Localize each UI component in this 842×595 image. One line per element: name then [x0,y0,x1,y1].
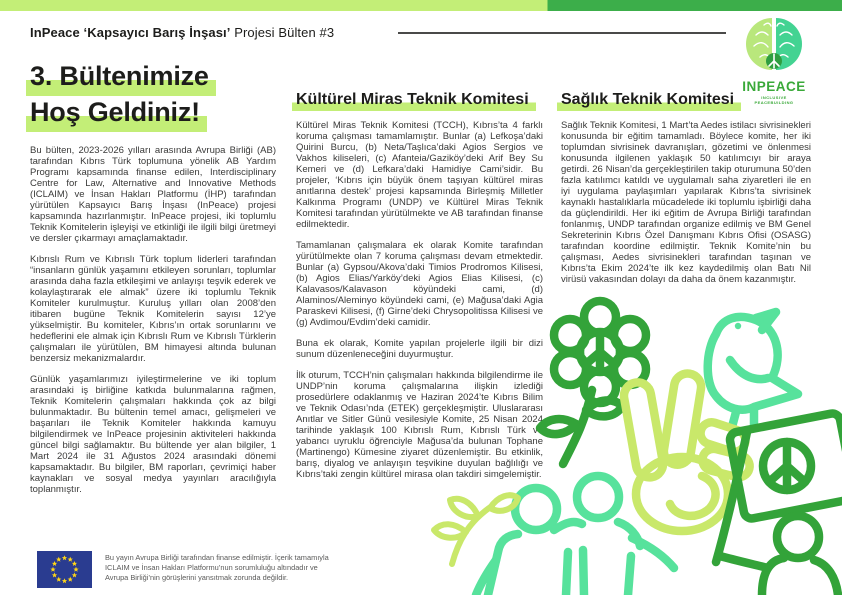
page-title [30,60,276,132]
inpeace-brain-icon [742,15,806,73]
section-paragraph: Tamamlanan çalışmalara ek olarak Komite tarafından yürütülmekte olan 7 koruma çalışması devam etmektedir. Bunlar (a) Gypsou/Akova’daki Timios Prodromos Kilisesi, (b) Agios Elias/Yarköy’deki Agios Elias Kilisesi, (c) Kalavasos/Kalavason köyündeki cami, (d) Alaminos/Aleminyo köyündeki cami, (e) Mağusa’daki Agia Paraskevi Kilisesi, (f) Girne’deki Chrysopolitissa Kilisesi ve (g) Avdimou/Evdim’deki camidir. [296,240,543,328]
peace-hand-doodle [622,372,752,531]
disclaimer-line: ICLAIM ve İnsan Hakları Platformu’nun sorumluluğu altındadır ve [105,562,318,572]
bird-doodle [708,312,798,427]
eu-flag-icon [37,551,92,588]
newsletter-masthead [30,25,334,40]
section-heading-health: Sağlık Teknik Komitesi [561,90,811,111]
eu-funding-disclaimer [37,551,329,588]
section-paragraph: Kültürel Miras Teknik Komitesi (TCCH), Kıbrıs’ta 4 farklı koruma çalışması tamamlamıştır. Bunlar (a) Lefkoşa’daki Quirini Burcu, (b) Neta/Taşlıca’daki Agios Sergios ve Vakhos kiliseleri, (c) Afanteia/Gaziköy’deki Arif Bey Su Kemeri ve (d) Lefkara’daki Hamidiye Cami’sidir. Bu projeler, ‘Kıbrıs için büyük önem taşıyan kültürel miras anıtlarına destek’ projesi kapsamında Birleşmiş Milletler Kalkınma Programı (UNDP) ve Kültürel Miras Teknik Komitesi tarafından yürütülmekte ve AB tarafından finanse edilmektedir. [296,120,543,230]
top-color-bar [0,0,842,11]
logo-tagline: INCLUSIVE PEACEBUILDING [754,95,794,105]
welcome-column [30,60,276,505]
section-paragraph: Sağlık Teknik Komitesi, 1 Mart’ta Aedes istilacı sivrisinekleri konusunda bir eğitim tamamladı. Böylece komite, her iki toplumdan sivrisinek davranışları, gözetimi ve önlenmesi konusunda ilgilenen yaklaşık 50 katılımcıyı bir araya getirdi. 26 Nisan’da gerçekleştirilen takip oturumuna 50’den fazla katılımcı katıldı ve uygulamalı saha ziyaretleri ile en iyi uygulama paylaşımları yapılarak Kıbrıs’ta sivrisinek kaynaklı hastalıklarla mücadelede iki toplumlu işbirliği daha da güçlendirildi. Her iki eğitim de Avrupa Birliği tarafından fonlanmış, UNDP tarafından organize edilmiş ve BM Genel Sekreterinin Kıbrıs Özel Danışmanı Kıbrıs Ofisi (OSASG) tarafından koordine edilmiştir. Teknik Komite’nin bu çalışması, Aedes sivrisinekleri tarafından taşınan ve Kıbrıs’ta Ekim 2024’te ilk kez kaydedilmiş olan Batı Nil virüsü vakasından dolayı da daha da önem kazanmıştır. [561,120,811,285]
masthead-project-name: InPeace ‘Kapsayıcı Barış İnşası’ [30,25,231,40]
welcome-paragraph: Bu bülten, 2023-2026 yılları arasında Avrupa Birliği (AB) tarafından Kıbrıs Türk toplumuna yönelik AB Yardım Programı kapsamında finanse edilen, Interdisciplinary Centre for Law, Alternative and Innovative Methods (ICLAIM) ve İnsan Hakları Platformu (İHP) tarafından yürütülen Kapsayıcı Barış İnşası (InPeace) projesi kapsamında hazırlanmıştır. InPeace projesi, iki toplumlu Teknik Komitelerin işleyişi ve etkinliği ile ilgili bilgi üretmeyi ve dersler çıkarmayı amaçlamaktadır. [30,145,276,244]
header-divider-line [398,32,726,34]
flower-peace-doodle [540,301,646,464]
cultural-heritage-column [296,90,543,490]
welcome-paragraph: Kıbrıslı Rum ve Kıbrıslı Türk toplum liderleri tarafından “insanların günlük yaşamını etkileyen sorunları, toplumlar arasında daha fazla etkileşimi ve anlayışı teşvik ederek ve kolaylaştırarak ele almak” üzere iki toplumlu Teknik Komiteler kurulmuştur. Kuruluş yılları olan 2008’den itibaren bugüne Teknik Komitelerin sayısı 12’ye yükselmiştir. Bu komiteler, Kıbrıs’ın ortak sorunlarını ve hedeflerini ele almak için Kıbrıslı Rum ve Kıbrıslı Türklerin çalışmaları ile yürütülen, BM himayesi altında bulunan benzersiz mekanizmalardır. [30,254,276,364]
page-title-line2: Hoş Geldiniz! [26,96,207,132]
masthead-issue-label: Projesi Bülten #3 [230,25,335,40]
health-column [561,90,811,295]
section-paragraph: Buna ek olarak, Komite yapılan projelerle ilgili bir dizi sunum düzenleneceğini duyurmuştur. [296,338,543,360]
person-with-peace-flag-doodle [716,412,842,595]
disclaimer-text [105,551,329,582]
section-paragraph: İlk oturum, TCCH’nin çalışmaları hakkında bilgilendirme ile UNDP’nin koruma çalışmalarına ilişkin izlediği prosedürlere odaklanmış ve Haziran 2024’te Kıbrıs Bilim ve Teknik Odası’nda (ETEK) gerçekleşmiştir. Uluslararası Anıtlar ve Sitler Günü vesilesiyle Komite, 25 Nisan 2024 tarihinde yaklaşık 100 Kıbrıslı Rum, Kıbrıslı Türk ve yabancı uyruklu öğrenciyle Mağusa’da bulunan Tophane (Martinengo) Kümesine ziyaret düzenlemiştir. Bu etkinlik, barış, diyalog ve anlayışın teşvikine duyulan bağlılığı ve Kıbrıs’taki zengin kültürel mirasa olan takdiri simgelemiştir. [296,370,543,480]
disclaimer-line: Bu yayın Avrupa Birliği tarafından finanse edilmiştir. İçerik tamamıyla [105,553,329,562]
welcome-paragraph: Günlük yaşamlarımızı iyileştirmelerine ve iki toplum arasındaki iş birliğine katkıda bulunmalarına rağmen, Teknik Komitelerin çalışmaları hakkında çok az bilgi bulunmaktadır. Bu bültenin temel amacı, gelişmeleri ve başarıları ile Teknik Komiteler hakkında kamuyu bilgilendirmek ve InPeace projesinin aktiviteleri hakkında güncel bilgi sağlamaktır. Bu bültende yer alan bilgiler, 1 Mart 2024 ile 31 Ağustos 2024 arasındaki dönemi kapsamaktadır. Bu bilgiler, BM raporları, çevrimiçi haber kaynakları ve sosyal medya yayınları aracılığıyla toplanmıştır. [30,374,276,495]
logo-wordmark: INPEACE [742,79,806,94]
page-title-line1: 3. Bültenimize [26,60,216,96]
leaf-sprig-doodle [434,495,518,564]
section-heading-cultural-heritage: Kültürel Miras Teknik Komitesi [296,90,543,111]
disclaimer-line: Avrupa Birliği’nin görüşlerini yansıtmak zorunda değildir. [105,572,289,582]
two-people-doodle [476,476,674,595]
